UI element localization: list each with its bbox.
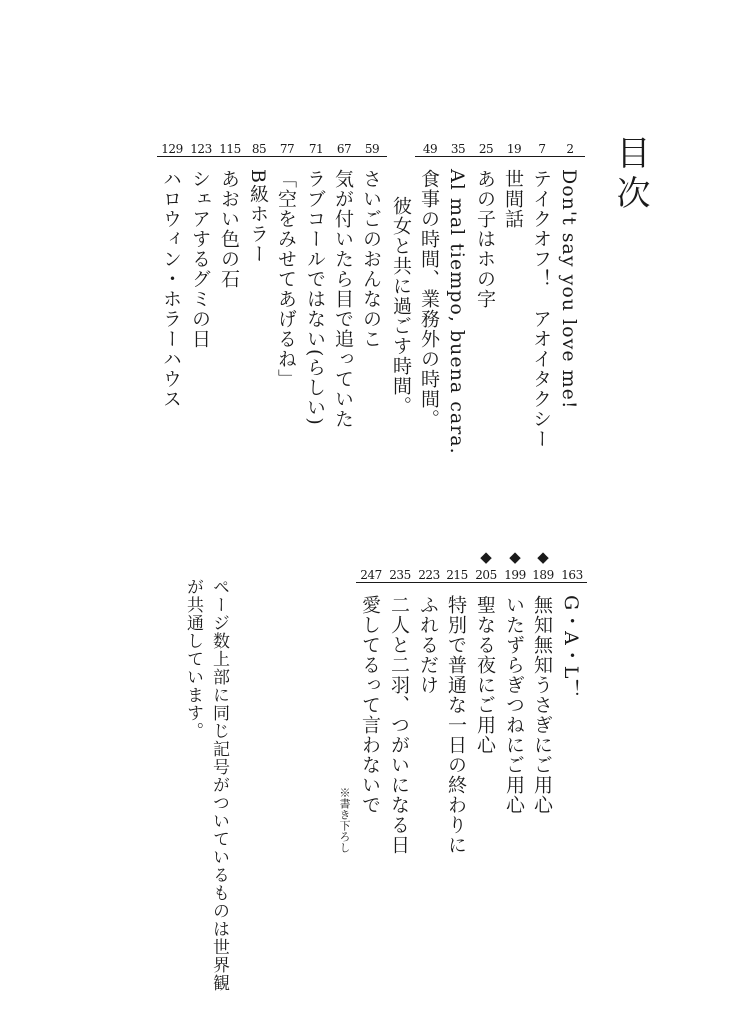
entry-title: あの子はホの字 (474, 169, 496, 309)
toc-entry[interactable] (527, 143, 557, 449)
toc-entry[interactable] (215, 143, 245, 289)
toc-entry[interactable] (301, 143, 331, 426)
toc-entry[interactable] (390, 142, 445, 429)
toc-entry[interactable] (272, 143, 302, 389)
entry-title: さいごのおんなのこ (360, 169, 382, 349)
toc-entry[interactable] (528, 548, 558, 815)
page-number: 163 (557, 569, 587, 583)
entry-title: いたずらぎつねにご用心 (503, 595, 525, 815)
toc-entry[interactable] (338, 568, 386, 853)
toc-entry[interactable] (557, 569, 587, 700)
page-number: 215 (442, 569, 472, 583)
entry-title: 世間話 (502, 169, 524, 229)
page-number: 19 (499, 143, 529, 157)
entry-title: シェアするグミの日 (189, 169, 211, 349)
entry-title: ふれるだけ (417, 595, 439, 695)
toc-entry[interactable] (555, 143, 585, 410)
toc-entry[interactable] (443, 143, 473, 455)
page-number: 223 (414, 569, 444, 583)
shared-world-mark: ◆ (537, 548, 549, 566)
toc-entry[interactable] (157, 143, 187, 409)
entry-title: ハロウィン・ホラーハウス (160, 169, 182, 409)
shared-world-mark: ◆ (509, 548, 521, 566)
page-number: 71 (301, 143, 331, 157)
entry-title: テイクオフ！ アオイタクシー (530, 169, 552, 449)
toc-entry[interactable] (499, 143, 529, 229)
page-number: 25 (471, 143, 501, 157)
entry-title: Al mal tiempo, buena cara. (446, 169, 468, 455)
page-number: 49 (415, 143, 445, 157)
toc-entry[interactable] (442, 569, 472, 855)
toc-entry[interactable] (357, 143, 387, 349)
toc-entry[interactable] (186, 143, 216, 349)
page-number: 35 (443, 143, 473, 157)
entry-title: 気が付いたら目で追っていた (332, 169, 354, 429)
page-number: 7 (527, 143, 557, 157)
entry-subtitle: 彼女と共に過ごす時間。 (390, 196, 412, 416)
entry-title: B級ホラー (247, 169, 269, 264)
entry-title: 無知無知うさぎにご用心 (531, 595, 553, 815)
entry-title: G・A・L！ (560, 595, 582, 700)
toc-entry[interactable] (500, 548, 530, 815)
page-number: 129 (157, 143, 187, 157)
entry-title: 食事の時間、業務外の時間。 (418, 169, 440, 429)
entry-title: 二人と二羽、つがいになる日 (388, 595, 410, 855)
page-number: 235 (385, 569, 415, 583)
entry-title: 「空をみせてあげるね」 (275, 169, 297, 389)
page-number: 59 (357, 143, 387, 157)
entry-title: 聖なる夜にご用心 (474, 595, 496, 755)
shared-world-mark: ◆ (480, 548, 492, 566)
toc-entry[interactable] (471, 548, 501, 755)
page-title: 目次 (610, 135, 650, 215)
toc-entry[interactable] (329, 143, 359, 429)
entry-title: あおい色の石 (218, 169, 240, 289)
page-number: 77 (272, 143, 302, 157)
toc-entry[interactable] (471, 143, 501, 309)
page-number: 189 (528, 569, 558, 583)
toc-entry[interactable] (385, 569, 415, 855)
page-number: 123 (186, 143, 216, 157)
page-number: 199 (500, 569, 530, 583)
page-number: 247 (356, 569, 386, 583)
toc-entry[interactable] (244, 143, 274, 264)
page-number: 115 (215, 143, 245, 157)
page-number: 205 (471, 569, 501, 583)
entry-title: ラブコールではない(らしい) (304, 169, 326, 426)
entry-title: 愛してるって言わないで (359, 595, 381, 815)
toc-entry[interactable] (414, 569, 444, 695)
entry-title: 特別で普通な一日の終わりに (445, 595, 467, 855)
footnote: ページ数上部に同じ記号がついているものは世界観が共通しています。 (183, 578, 229, 992)
page-number: 85 (244, 143, 274, 157)
page-number: 2 (555, 143, 585, 157)
original-work-note: ※書き下ろし (338, 787, 351, 853)
entry-title: Don't say you love me! (558, 169, 580, 410)
page-number: 67 (329, 143, 359, 157)
